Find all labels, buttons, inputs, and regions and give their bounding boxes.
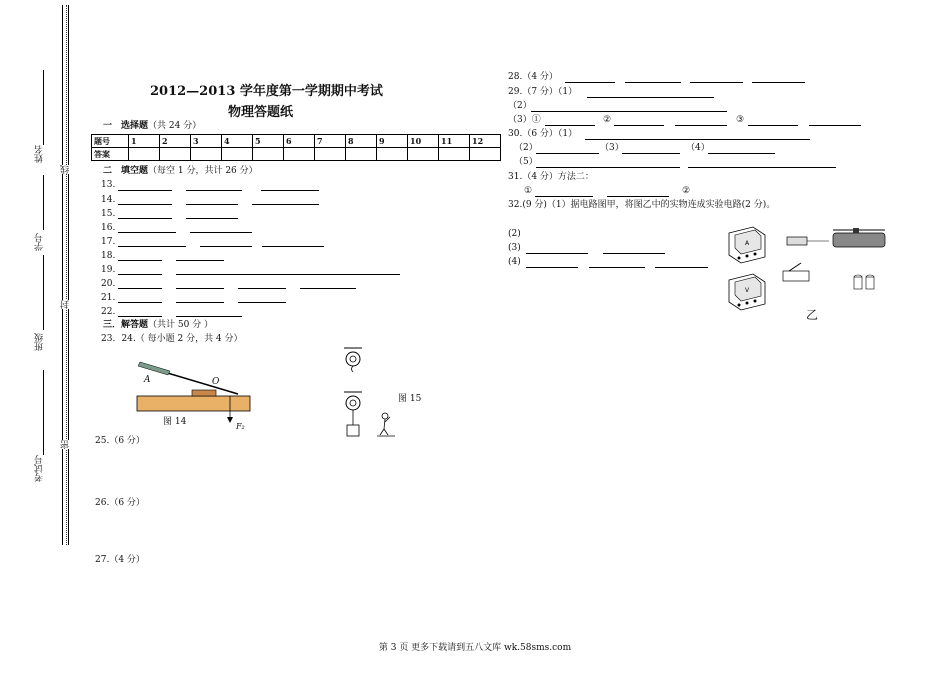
exam-number-underline [43, 370, 44, 455]
answer-cell[interactable] [346, 148, 377, 161]
class-underline [43, 255, 44, 330]
question-number: 7 [315, 135, 346, 148]
pulley-top [346, 352, 360, 366]
question-28: 28.（4 分） [508, 72, 558, 82]
answer-blank[interactable] [809, 125, 861, 126]
side-label-name: 姓名 [35, 145, 45, 163]
answer-blank[interactable] [675, 125, 727, 126]
section1-heading [103, 121, 201, 132]
name-underline [43, 70, 44, 145]
question-30-4: （4） [686, 143, 710, 153]
question-number: 6 [284, 135, 315, 148]
question-number: 5 [253, 135, 284, 148]
answer-blank[interactable] [118, 288, 162, 289]
question-32-4: (4) [508, 257, 521, 267]
answer-blank[interactable] [536, 153, 599, 154]
pulley-bottom [346, 396, 360, 410]
voltmeter-icon [729, 274, 765, 310]
item-18: 18. [101, 251, 116, 261]
figure-yi-label: 乙 [806, 308, 819, 322]
answer-blank[interactable] [614, 125, 664, 126]
section3-heading [103, 320, 213, 331]
seal-mark-xian: 线 [61, 165, 71, 174]
margin-line-left [62, 5, 63, 545]
exam-title: 2012—2013 学年度第一学期期中考试 [150, 84, 383, 99]
answer-cell[interactable] [222, 148, 253, 161]
answer-blank[interactable] [531, 111, 727, 112]
side-label-exam-number: 考试号 [35, 455, 45, 482]
item-16: 16. [101, 223, 116, 233]
answer-blank[interactable] [176, 260, 224, 261]
answer-blank[interactable] [176, 316, 242, 317]
question-29: 29.（7 分）（1） [508, 87, 578, 97]
question-29-2: （2） [508, 101, 532, 111]
margin-dotted-line [66, 5, 67, 545]
question-number: 11 [439, 135, 470, 148]
answer-blank[interactable] [190, 232, 252, 233]
answer-blank[interactable] [535, 196, 593, 197]
answer-blank[interactable] [186, 204, 238, 205]
question-number: 9 [377, 135, 408, 148]
answer-blank[interactable] [262, 246, 324, 247]
label-F2: F₂ [236, 422, 245, 431]
section1-score: （共 24 分） [148, 121, 202, 131]
side-label-class: 班级 [35, 333, 45, 351]
battery-icon [854, 275, 874, 289]
section3-title: 三．解答题 [103, 320, 149, 330]
circuit-apparatus-figure [725, 225, 895, 310]
answer-blank[interactable] [186, 190, 242, 191]
question-number: 2 [160, 135, 191, 148]
answer-blank[interactable] [176, 274, 400, 275]
answer-blank[interactable] [118, 204, 172, 205]
item-22: 22. [101, 307, 116, 317]
question-32-2: (2) [508, 229, 521, 239]
question-29-3b: ② [603, 115, 612, 125]
answer-blank[interactable] [748, 125, 798, 126]
question-26: 26.（6 分） [95, 498, 145, 508]
question-27: 27.（4 分） [95, 555, 145, 565]
answer-blank[interactable] [118, 218, 172, 219]
answer-blank[interactable] [565, 82, 615, 83]
exam-subtitle: 物理答题纸 [228, 105, 294, 120]
pliers-handle [138, 362, 170, 375]
person-head [382, 413, 388, 419]
label-A: A [144, 375, 151, 385]
item-17: 17. [101, 237, 116, 247]
answer-blank[interactable] [607, 196, 669, 197]
margin-line-right [68, 5, 69, 545]
item-15: 15. [101, 209, 116, 219]
table-row-answers [92, 148, 501, 161]
question-31: 31.（4 分）方法二： [508, 172, 594, 182]
question-31-2: ② [682, 186, 691, 196]
answer-cell[interactable] [408, 148, 439, 161]
row-label-answer: 答案 [92, 148, 129, 161]
answer-blank[interactable] [238, 302, 286, 303]
answer-blank[interactable] [118, 190, 172, 191]
answer-blank[interactable] [536, 167, 680, 168]
row-label-number: 题号 [92, 135, 129, 148]
answer-blank[interactable] [545, 125, 595, 126]
answer-blank[interactable] [752, 82, 805, 83]
answer-blank[interactable] [118, 274, 162, 275]
answer-blank[interactable] [238, 288, 286, 289]
answer-cell[interactable] [129, 148, 160, 161]
question-31-1: ① [524, 186, 533, 196]
answer-blank[interactable] [186, 218, 238, 219]
figure-14-caption: 图 14 [163, 417, 187, 427]
answer-blank[interactable] [708, 153, 775, 154]
answer-blank[interactable] [261, 190, 319, 191]
question-30: 30.（6 分）（1） [508, 129, 578, 139]
question-30-3: （3） [600, 143, 624, 153]
question-number: 10 [408, 135, 439, 148]
question-number: 4 [222, 135, 253, 148]
answer-blank[interactable] [526, 267, 578, 268]
item-14: 14. [101, 195, 116, 205]
answer-blank[interactable] [200, 246, 252, 247]
answer-blank[interactable] [690, 82, 743, 83]
answer-blank[interactable] [300, 288, 356, 289]
fulcrum-block [192, 390, 216, 396]
question-29-3: （3）① [508, 115, 541, 125]
question-32: 32.(9 分)（1）据电路图甲，将图乙中的实物连成实验电路(2 分)。 [508, 200, 776, 210]
weight-block [347, 425, 359, 436]
svg-text:V: V [745, 287, 750, 294]
answer-cell[interactable] [191, 148, 222, 161]
answer-blank[interactable] [622, 153, 680, 154]
section2-score: （每空 1 分，共计 26 分） [148, 166, 258, 176]
side-label-student-id: 学号 [35, 233, 45, 251]
answer-cell[interactable] [284, 148, 315, 161]
force-arrow-head [227, 417, 233, 423]
answer-blank[interactable] [176, 288, 224, 289]
question-number: 1 [129, 135, 160, 148]
answer-blank[interactable] [587, 97, 714, 98]
answer-blank[interactable] [655, 267, 708, 268]
resistor-icon [787, 237, 829, 245]
svg-text:A: A [745, 240, 750, 247]
answer-blank[interactable] [118, 316, 162, 317]
answer-blank[interactable] [118, 246, 186, 247]
figure-15-pulleys [340, 345, 400, 445]
question-30-5: （5） [514, 157, 538, 167]
answer-cell[interactable] [377, 148, 408, 161]
answer-blank[interactable] [589, 267, 645, 268]
answer-blank[interactable] [585, 139, 810, 140]
question-number: 8 [346, 135, 377, 148]
section2-title: 二 填空题 [103, 166, 149, 176]
answer-blank[interactable] [625, 82, 681, 83]
answer-blank[interactable] [526, 253, 588, 254]
answer-blank[interactable] [118, 302, 162, 303]
answer-blank[interactable] [688, 167, 836, 168]
question-25: 25.（6 分） [95, 436, 145, 446]
item-13: 13. [101, 180, 116, 190]
answer-cell[interactable] [160, 148, 191, 161]
question-30-2: （2） [514, 143, 538, 153]
answer-cell[interactable] [315, 148, 346, 161]
board [137, 396, 250, 411]
answer-cell[interactable] [439, 148, 470, 161]
rheostat-icon [833, 228, 885, 247]
answer-cell[interactable] [253, 148, 284, 161]
question-number: 12 [470, 135, 501, 148]
section2-heading [103, 166, 258, 177]
item-21: 21. [101, 293, 116, 303]
question-23-24: 23．24.（ 每小题 2 分，共 4 分） [101, 334, 243, 344]
question-number: 3 [191, 135, 222, 148]
item-20: 20. [101, 279, 116, 289]
choice-answer-table [91, 134, 501, 161]
answer-blank[interactable] [118, 232, 176, 233]
answer-blank[interactable] [118, 260, 162, 261]
ammeter-icon [729, 227, 765, 263]
question-29-3c: ③ [736, 115, 745, 125]
switch-icon [783, 263, 809, 281]
table-row-numbers [92, 135, 501, 148]
label-O: O [212, 377, 220, 387]
answer-blank[interactable] [252, 204, 319, 205]
answer-blank[interactable] [176, 302, 224, 303]
item-19: 19. [101, 265, 116, 275]
answer-blank[interactable] [603, 253, 665, 254]
student-id-underline [43, 175, 44, 230]
page-footer: 第 3 页 更多下载请到五八文库 wk.58sms.com [378, 643, 572, 653]
section1-title: 一 选择题 [103, 121, 149, 131]
seal-mark-mi: 密 [61, 440, 71, 449]
section3-score: （共计 50 分 ） [148, 320, 214, 330]
question-32-3: (3) [508, 243, 521, 253]
figure-15-caption: 图 15 [398, 394, 422, 404]
seal-mark-feng: 封 [61, 300, 71, 309]
answer-cell[interactable] [470, 148, 501, 161]
